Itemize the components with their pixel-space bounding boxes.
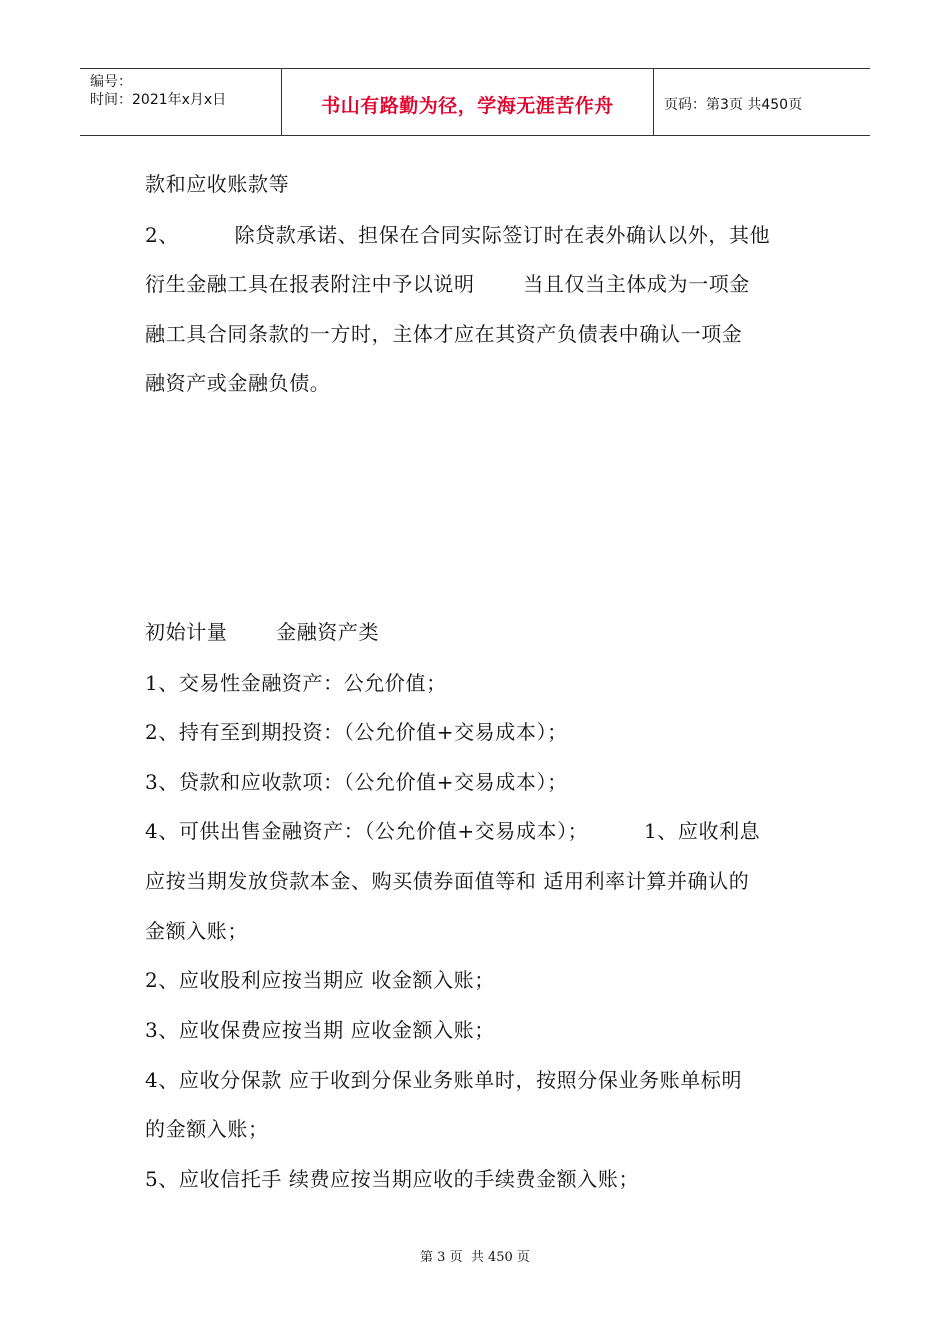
page-footer: 第 3 页 共 450 页 bbox=[420, 1250, 530, 1265]
body-line: 5、应收信托手 续费应按当期应收的手续费金额入账； bbox=[145, 1167, 640, 1191]
body-line: 1、交易性金融资产：公允价值； bbox=[145, 671, 447, 695]
section-heading: 初始计量 金融资产类 bbox=[145, 620, 380, 644]
body-line: 的金额入账； bbox=[145, 1117, 269, 1141]
header-meta bbox=[80, 69, 282, 135]
body-line: 4、应收分保款 应于收到分保业务账单时，按照分保业务账单标明 bbox=[145, 1068, 743, 1092]
body-line: 4、可供出售金融资产：（公允价值+交易成本）； 1、应收利息 bbox=[145, 819, 761, 843]
body-line: 3、应收保费应按当期 应收金额入账； bbox=[145, 1018, 495, 1042]
body-line: 3、贷款和应收款项：（公允价值+交易成本）； bbox=[145, 770, 568, 794]
body-line: 2、 除贷款承诺、担保在合同实际签订时在表外确认以外，其他 bbox=[145, 223, 771, 247]
body-line: 应按当期发放贷款本金、购买债券面值等和 适用利率计算并确认的 bbox=[145, 869, 750, 893]
document-number-label: 编号： bbox=[90, 74, 132, 90]
header-page-info: 页码：第3页 共450页 bbox=[664, 97, 803, 113]
body-line: 2、应收股利应按当期应 收金额入账； bbox=[145, 968, 495, 992]
body-line: 融资产或金融负债。 bbox=[145, 371, 331, 395]
body-line: 融工具合同条款的一方时，主体才应在其资产负债表中确认一项金 bbox=[145, 322, 743, 346]
header-slogan: 书山有路勤为径，学海无涯苦作舟 bbox=[282, 69, 654, 135]
document-time-label: 时间：2021年x月x日 bbox=[90, 92, 227, 108]
page-header bbox=[80, 68, 870, 136]
body-line: 款和应收账款等 bbox=[145, 172, 290, 196]
body-line: 衍生金融工具在报表附注中予以说明 当且仅当主体成为一项金 bbox=[145, 272, 750, 296]
body-line: 2、持有至到期投资：（公允价值+交易成本）； bbox=[145, 720, 568, 744]
body-line: 金额入账； bbox=[145, 919, 248, 943]
